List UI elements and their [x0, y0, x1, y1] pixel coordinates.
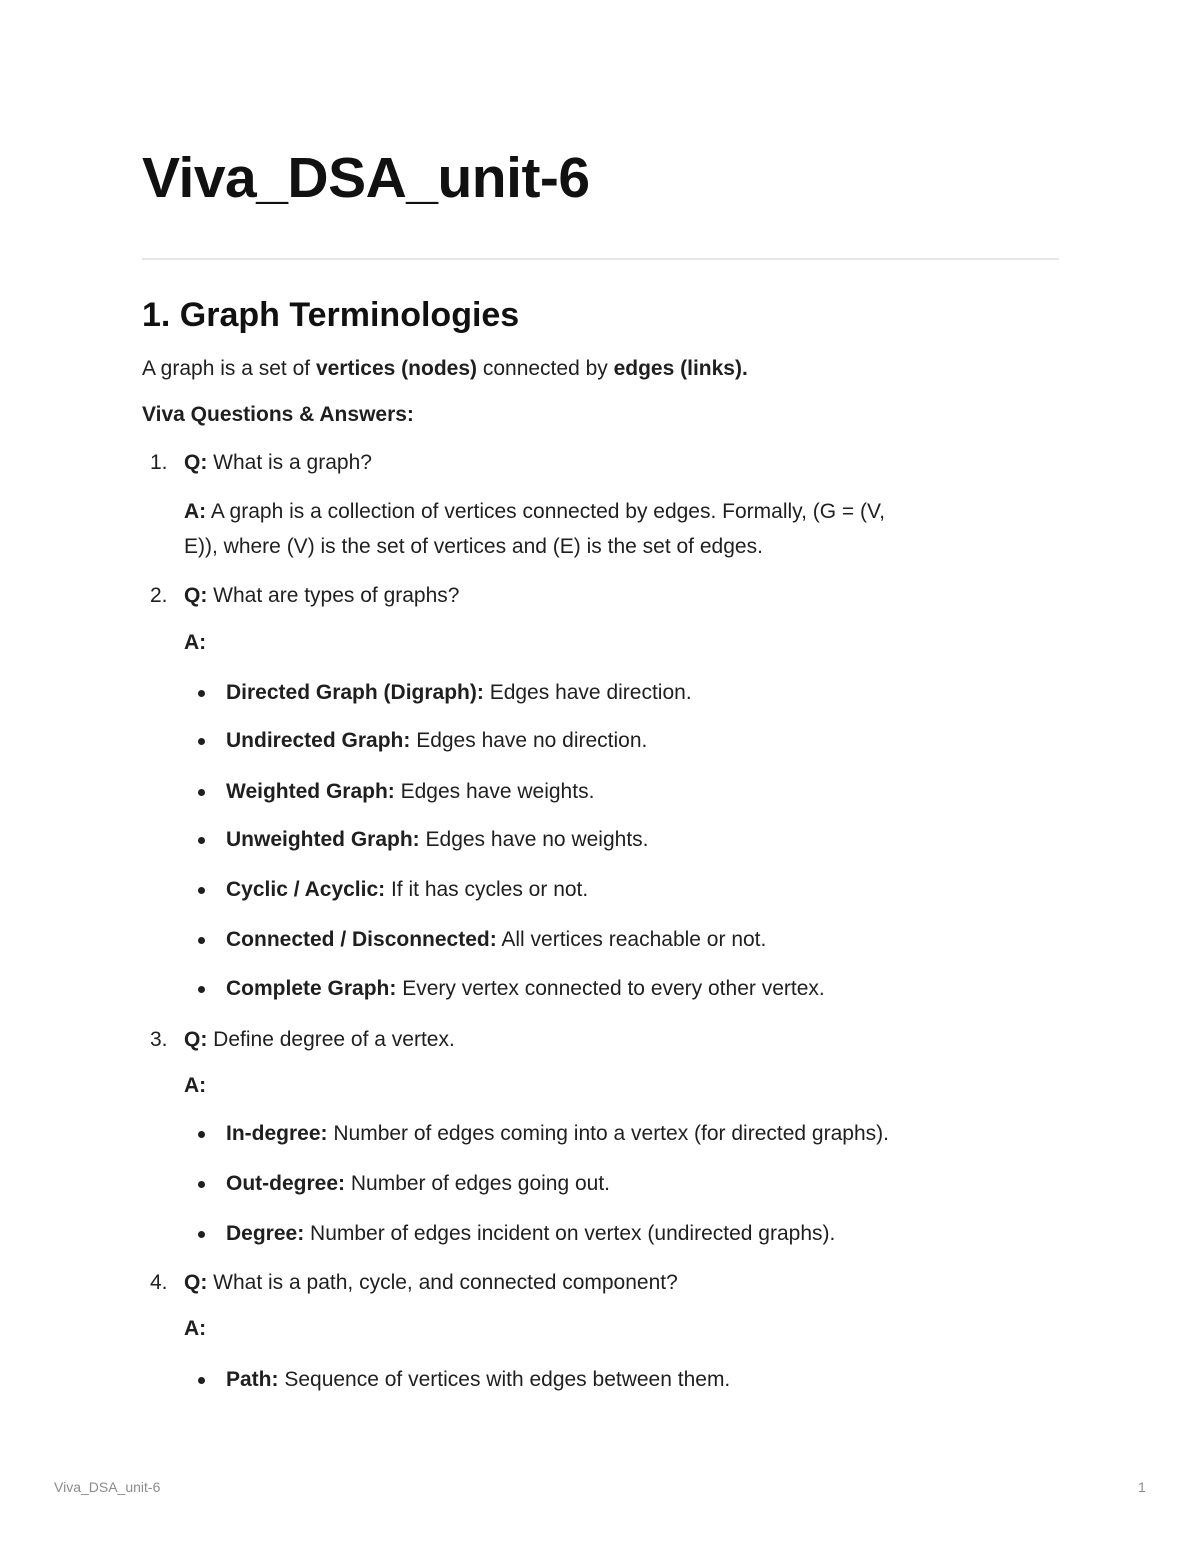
bullet-icon [198, 887, 205, 894]
footer-page-number: 1 [1138, 1479, 1146, 1495]
term-description: Edges have no weights. [419, 828, 649, 851]
term: Weighted Graph: [226, 780, 395, 803]
q-label: Q: [184, 1271, 208, 1294]
question-text [184, 1267, 678, 1299]
bullet-icon [198, 690, 205, 697]
bullet-icon [198, 837, 205, 844]
bullet-icon [198, 1181, 205, 1188]
term: Unweighted Graph: [226, 828, 420, 851]
bullet-icon [198, 937, 205, 944]
question-text [184, 580, 459, 612]
intro-text: connected by [477, 357, 614, 380]
a-label: A: [184, 631, 207, 654]
question-number: 4. [150, 1271, 168, 1294]
bullet-icon [198, 789, 205, 796]
answer-line: E)), where (V) is the set of vertices and (E) is the set of edges. [184, 535, 763, 558]
term-description: Edges have direction. [483, 681, 692, 704]
question-body: Define degree of a vertex. [213, 1028, 455, 1051]
term: Degree: [226, 1222, 305, 1245]
term: Path: [226, 1368, 279, 1391]
question-number: 1. [150, 451, 168, 474]
intro-term-edges: edges (links). [613, 357, 748, 380]
term: Out-degree: [226, 1172, 346, 1195]
term: Complete Graph: [226, 977, 397, 1000]
bullet-icon [198, 1131, 205, 1138]
q-label: Q: [184, 1028, 208, 1051]
question-text [184, 447, 372, 479]
question-body: What is a path, cycle, and connected component? [213, 1271, 678, 1294]
answer-text [184, 494, 1044, 564]
term: Undirected Graph: [226, 729, 411, 752]
question-number: 3. [150, 1028, 168, 1051]
term: Cyclic / Acyclic: [226, 878, 386, 901]
footer-doc-name: Viva_DSA_unit-6 [54, 1479, 161, 1495]
term-description: Edges have no direction. [410, 729, 648, 752]
bullet-icon [198, 986, 205, 993]
question-body: What are types of graphs? [213, 584, 460, 607]
term-description: Edges have weights. [394, 780, 595, 803]
term-description: Sequence of vertices with edges between them. [278, 1368, 731, 1391]
question-text [184, 1024, 455, 1056]
term-description: Every vertex connected to every other vertex. [396, 977, 825, 1000]
bullet-icon [198, 1377, 205, 1384]
term-description: Number of edges going out. [345, 1172, 611, 1195]
bullet-icon [198, 738, 205, 745]
question-number: 2. [150, 584, 168, 607]
question-body: What is a graph? [213, 451, 372, 474]
term-description: Number of edges incident on vertex (undirected graphs). [304, 1222, 836, 1245]
page-title: Viva_DSA_unit-6 [142, 146, 590, 210]
term-description: If it has cycles or not. [385, 878, 589, 901]
term-description: All vertices reachable or not. [496, 928, 767, 951]
intro-term-vertices: vertices (nodes) [315, 357, 477, 380]
q-label: Q: [184, 584, 208, 607]
answer-line: A graph is a collection of vertices connected by edges. Formally, (G = (V, [210, 500, 885, 523]
qa-heading: Viva Questions & Answers: [142, 403, 414, 426]
a-label: A: [184, 1317, 207, 1340]
intro-text: A graph is a set of [142, 357, 316, 380]
term: Directed Graph (Digraph): [226, 681, 484, 704]
a-label: A: [184, 1074, 207, 1097]
bullet-icon [198, 1231, 205, 1238]
a-label: A: [184, 500, 207, 523]
term: In-degree: [226, 1122, 328, 1145]
q-label: Q: [184, 451, 208, 474]
section-intro [142, 353, 748, 385]
section-heading: 1. Graph Terminologies [142, 296, 520, 334]
title-divider [142, 258, 1059, 260]
term: Connected / Disconnected: [226, 928, 497, 951]
term-description: Number of edges coming into a vertex (for directed graphs). [327, 1122, 889, 1145]
